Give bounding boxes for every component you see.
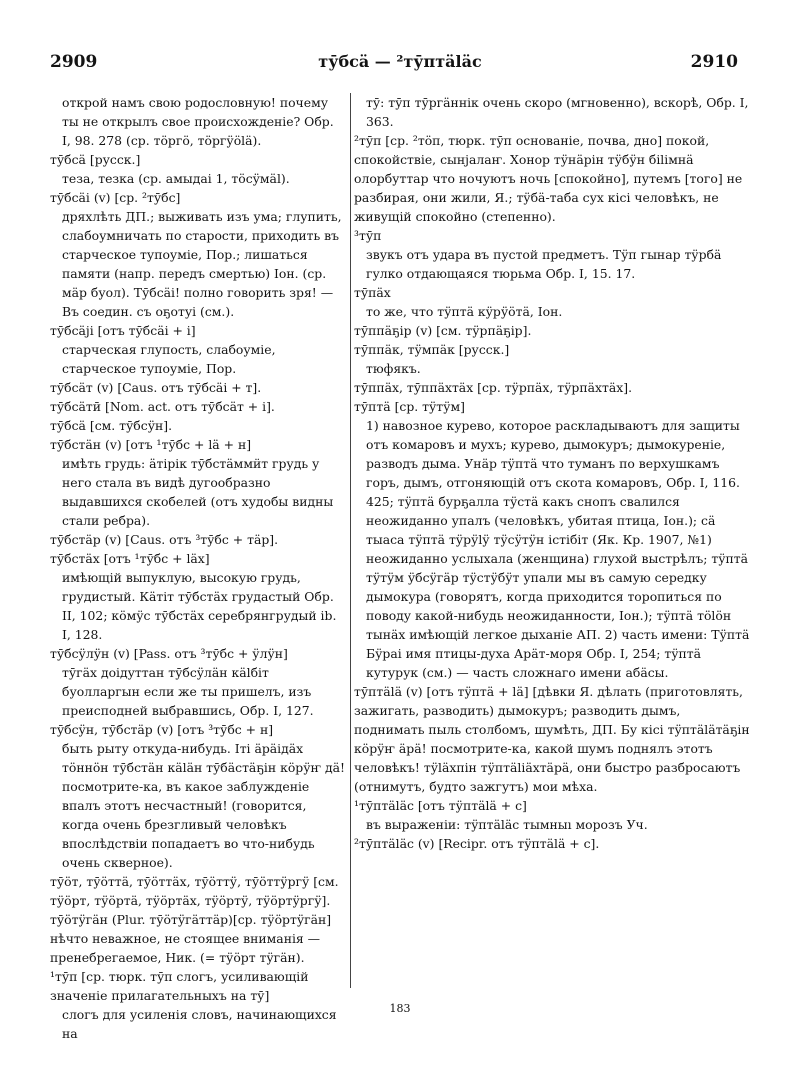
dictionary-definition: теза, тезка (ср. амыдаі 1, тӧсӱмӓl). — [62, 171, 290, 186]
dictionary-headword: тӯӧт, тӯӧттӓ, тӯӧттӓх, тӯӧттӱ, тӯӧттӱргӱ [см. тӱӧрт, тӱӧртӓ, тӱӧртӓх, тӱӧртӱ, тӱӧртӱргӱ]. — [50, 874, 339, 908]
dictionary-headword: тӯбсӓт (v) [Caus. отъ тӯбсӓі + т]. — [50, 380, 262, 395]
dictionary-headword: тӯбсӓі (v) [ср. ²тӯбс] — [50, 190, 181, 205]
dictionary-headword: тӯппӓх, тӯппӓхтӓх [ср. тӱрпӓх, тӱрпӓхтӓх]. — [354, 380, 633, 395]
right-page-number: 2910 — [690, 52, 738, 72]
dictionary-definition: тӯ: тӯп тӯргӓннік очень скоро (мгновенно), вскорѣ, Обр. I, 363. — [366, 95, 749, 129]
column-divider — [350, 93, 351, 988]
dictionary-headword: ¹тӯптӓlӓс [отъ тӱптӓlӓ + с] — [354, 798, 527, 813]
dictionary-definition: быть рыту откуда-нибудь. Іті ӓрӓідӓх тӧннӧн тӯбстӓн кӓlӓн тӯбӓстӓҕін кӧрӱҥ дӓ! посмотрите-ка, въ какое заблужденіе впалъ этотъ несчастный! (говорится, когда очень брезгливый человѣкъ впослѣдствіи попадаетъ во что-нибудь очень скверное). — [62, 741, 346, 870]
dictionary-headword: тӯбсӱн, тӯбстӓр (v) [отъ ³тӯбс + н] — [50, 722, 274, 737]
dictionary-definition: 1) навозное курево, которое раскладываютъ для защиты отъ комаровъ и мухъ; курево, дымокуръ; дымокуреніе, разводъ дыма. Унӓр тӱптӓ что туманъ по верхушкамъ горъ, дымъ, отгоняющій отъ скота комаровъ, Обр. I, 116. 425; тӱптӓ бурҕалла тӱстӓ какъ снопъ свалился неожиданно упалъ (человѣкъ, убитая птица, Іон.); сӓ тыаса тӱптӓ тӱрӱlӱ тӱсӱтӱн істібіт (Як. Кр. 1907, №1) неожиданно услыхала (женщина) глухой выстрѣлъ; тӱптӓ тӱтӱм ӱбсӱгӓр тӱстӱбӱт упали мы въ самую середку дымокура (говорятъ, когда приходится торопиться по поводу какой-нибудь неожиданности, Іон.); тӱптӓ тӧlӧн тынӓх имѣющій легкое дыханіе АП. 2) часть имени: Тӱптӓ Бӱраі имя птицы-духа Арӓт-моря Обр. I, 254; тӱптӓ кутурук (см.) — часть сложнаго имени абӓсы. — [366, 418, 750, 680]
dictionary-headword: тӯбсӓтӣ [Nom. act. отъ тӯбсӓт + і]. — [50, 399, 275, 414]
dictionary-headword: ¹тӯп [ср. тюрк. тӯп слогъ, усиливающій значеніе прилагательныхъ на тӯ] — [50, 969, 309, 1003]
dictionary-headword: тӯӧтӱгӓн (Plur. тӯӧтӱгӓттӓр)[ср. тӱӧртӱгӓн] нѣчто неважное, не стоящее вниманія — пренебрегаемое, Ник. (= тӱӧрт тӱгӓн). — [50, 912, 332, 965]
dictionary-headword: тӯбсӓ [русск.] — [50, 152, 141, 167]
dictionary-headword: ²тӯптӓlӓс (v) [Recipr. отъ тӱптӓlӓ + с]. — [354, 836, 600, 851]
dictionary-headword: тӯбстӓх [отъ ¹тӯбс + lӓх] — [50, 551, 210, 566]
printer-signature: 183 — [389, 1002, 411, 1015]
dictionary-definition: старческая глупость, слабоуміе, старческое тупоуміе, Пор. — [62, 342, 276, 376]
left-column — [50, 93, 346, 1041]
dictionary-headword: ³тӯп — [354, 228, 382, 243]
running-head: тӯбсӓ — ²тӯптӓlӓс — [318, 52, 482, 71]
page-header — [0, 52, 800, 82]
dictionary-definition: открой намъ свою родословную! почему ты не открылъ свое происхожденіе? Обр. I, 98. 278 (ср. тӧргӧ, тӧргӱӧlӓ). — [62, 95, 334, 148]
dictionary-definition: то же, что тӱптӓ кӱрӱӧтӓ, Іон. — [366, 304, 563, 319]
dictionary-headword: тӯбсӓјі [отъ тӯбсӓі + і] — [50, 323, 196, 338]
dictionary-headword: тӯбсӱлӱн (v) [Pass. отъ ³тӯбс + ӱлӱн] — [50, 646, 288, 661]
dictionary-definition: тӯгӓх доідуттан тӯбсӱлӓн кӓlбіт буолларгын если же ты пришелъ, изъ преисподней выбравшись, Обр. I, 127. — [62, 665, 314, 718]
left-page-number: 2909 — [50, 52, 98, 72]
dictionary-definition: тюфякъ. — [366, 361, 421, 376]
dictionary-definition: дряхлѣть ДП.; выживать изъ ума; глупить, слабоумничать по старости, приходить въ старческое тупоуміе, Пор.; лишаться памяти (напр. передъ смертью) Іон. (ср. мӓр буол). Тӯбсӓі! полно говорить зря! — Въ соедин. съ оҕотуі (см.). — [62, 209, 342, 319]
dictionary-headword: тӯптӓlӓ (v) [отъ тӱптӓ + lӓ] [дѣвки Я. дѣлать (приготовлять, зажигать, разводить) дымокуръ; разводить дымъ, поднимать пыль столбомъ, шумѣть, ДП. Бу кісі тӱптӓlӓтӓҕін кӧрӱҥ ӓрӓ! посмотрите-ка, какой шумъ поднялъ этотъ человѣкъ! тӱlӓхпін тӱптӓlіӓхтӓрӓ, они быстро разбросаютъ (отнимутъ, будто зажгутъ) мои мѣха. — [354, 684, 750, 794]
dictionary-headword: тӯппӓҕір (v) [см. тӱрпӓҕір]. — [354, 323, 532, 338]
right-column — [354, 93, 754, 1025]
dictionary-definition: имѣть грудь: ӓтірік тӯбстӓммӥт грудь у него стала въ видѣ дугообразно выдавшихся скобелей (отъ худобы видны стали ребра). — [62, 456, 334, 528]
dictionary-definition: имѣющій выпуклую, высокую грудь, грудистый. Кӓтіт тӯбстӓх грудастый Обр. II, 102; кӧмӱс тӯбстӓх серебрянгрудый ib. I, 128. — [62, 570, 337, 642]
dictionary-headword: тӯбсӓ [см. тӯбсӱн]. — [50, 418, 173, 433]
dictionary-headword: тӯбстӓн (v) [отъ ¹тӯбс + lӓ + н] — [50, 437, 252, 452]
dictionary-headword: тӯппӓк, тӱмпӓк [русск.] — [354, 342, 510, 357]
dictionary-definition: слогъ для усиленія словъ, начинающихся на — [62, 1007, 337, 1041]
dictionary-definition: въ выраженіи: тӱптӓlӓс тымныı морозъ Уч. — [366, 817, 648, 832]
dictionary-headword: тӯпӓх — [354, 285, 391, 300]
dictionary-definition: звукъ отъ удара въ пустой предметъ. Тӱп гынар тӱрбӓ гулко отдающаяся тюрьма Обр. I, 15. 17. — [366, 247, 722, 281]
dictionary-headword: тӯбстӓр (v) [Caus. отъ ³тӯбс + тӓр]. — [50, 532, 279, 547]
dictionary-headword: ²тӯп [ср. ²тӧп, тюрк. тӯп основаніе, почва, дно] покой, спокойствіе, сынjалаҥ. Хонор тӱнӓрін тӱбӱн біlімнӓ олорбуттар что ночуютъ ночь [спокойно], путемъ [того] не разбирая, они жили, Я.; тӱбӓ-таба сух кісі человѣкъ, не живущій спокойно (степенно). — [354, 133, 743, 224]
dictionary-headword: тӯптӓ [ср. тӱтӱм] — [354, 399, 465, 414]
